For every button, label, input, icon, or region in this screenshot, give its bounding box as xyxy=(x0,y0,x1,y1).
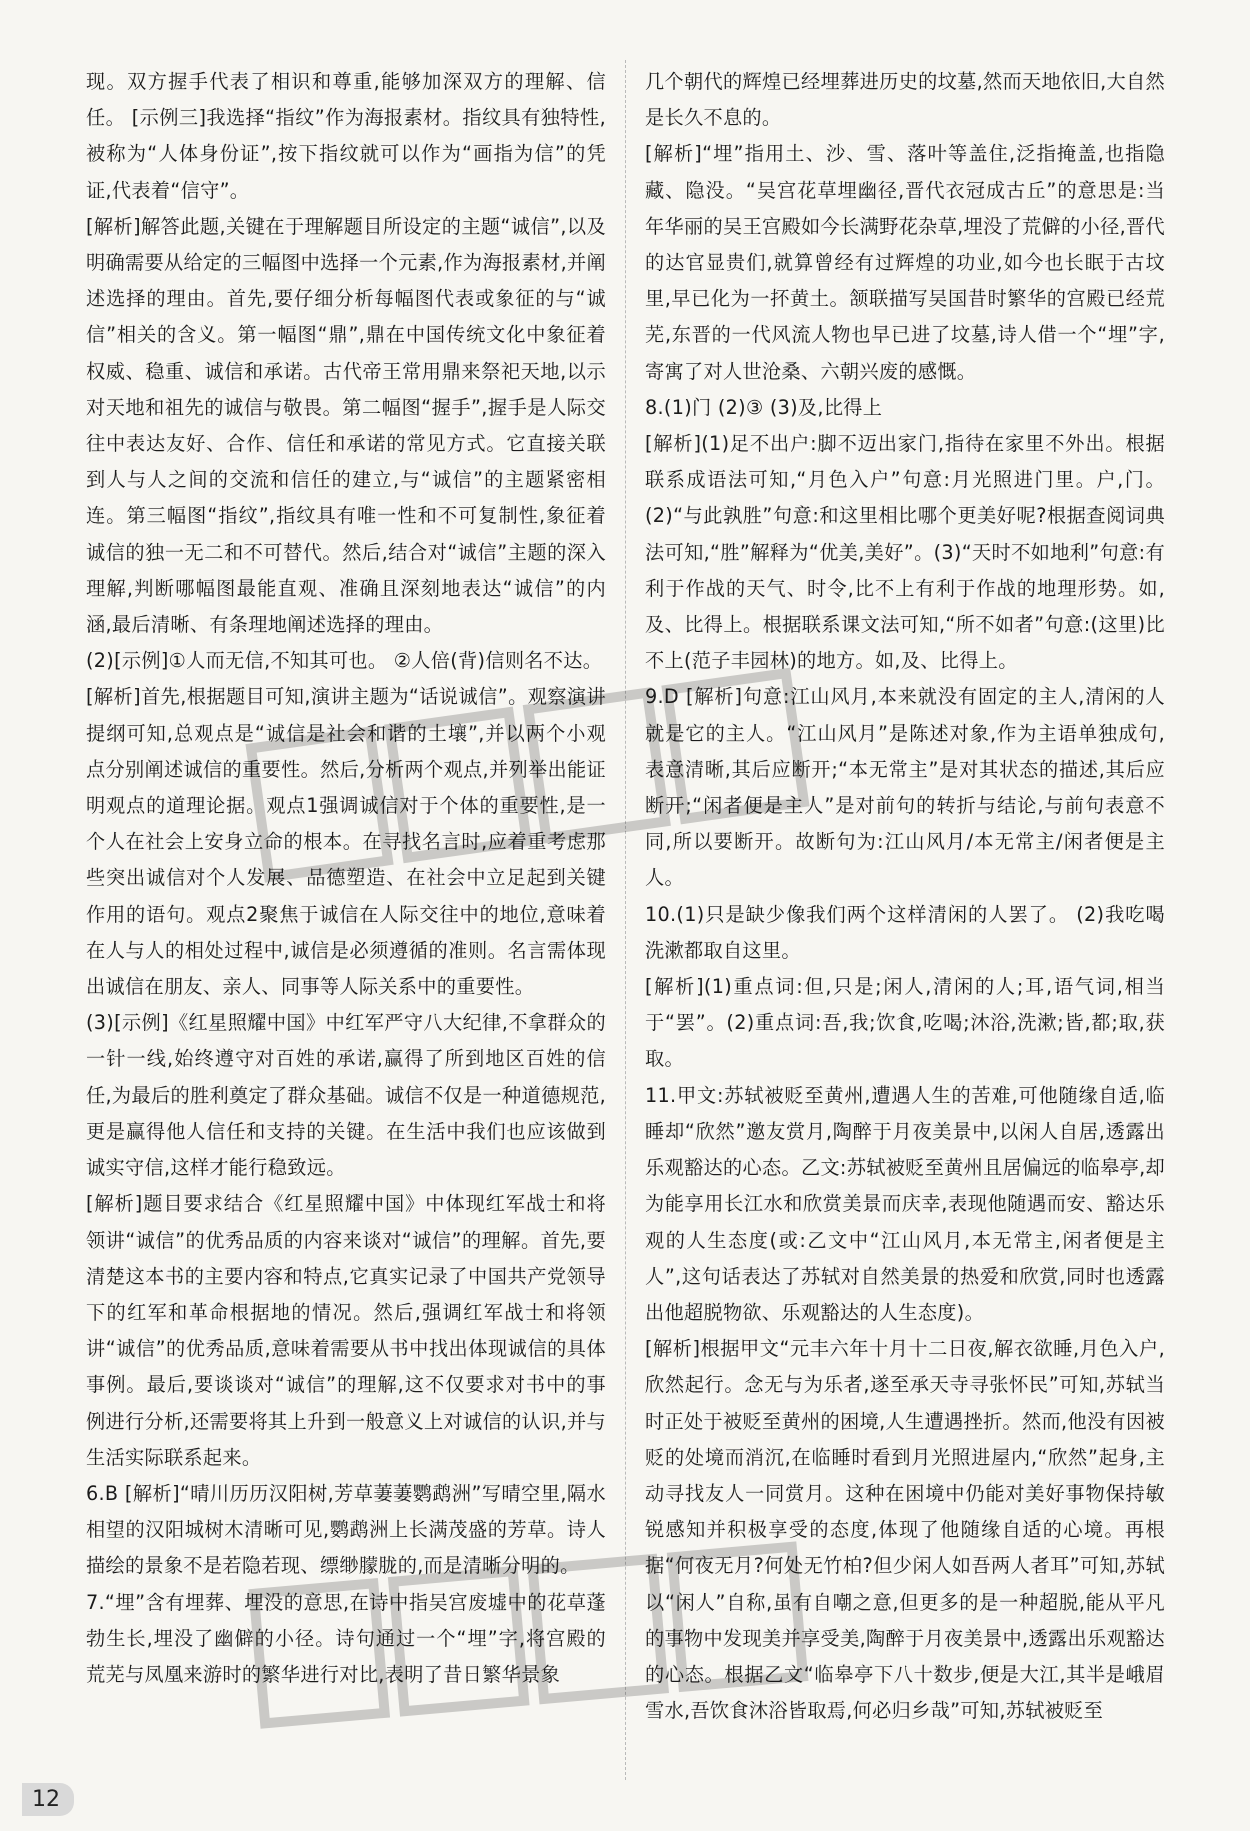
analysis-paragraph: [解析]根据甲文“元丰六年十月十二日夜,解衣欲睡,月色入户,欣然起行。念无与为乐者,遂至承天寺寻张怀民”可知,苏轼当时正处于被贬至黄州的困境,人生遭遇挫折。然而,他没有因被贬的处境而消沉,在临睡时看到月光照进屋内,“欣然”起身,主动寻找友人一同赏月。这种在困境中仍能对美好事物保持敏锐感知并积极享受的态度,体现了他随缘自适的心境。再根据“何夜无月?何处无竹柏?但少闲人如吾两人者耳”可知,苏轼以“闲人”自称,虽有自嘲之意,但更多的是一种超脱,能从平凡的事物中发现美并享受美,陶醉于月夜美景中,透露出乐观豁达的心态。根据乙文“临皋亭下八十数步,便是大江,其半是峨眉雪水,吾饮食沐浴皆取焉,何必归乡哉”可知,苏轼被贬至 xyxy=(645,1337,1165,1723)
analysis-paragraph: [解析]解答此题,关键在于理解题目所设定的主题“诚信”,以及明确需要从给定的三幅图中选择一个元素,作为海报素材,并阐述选择的理由。首先,要仔细分析每幅图代表或象征的与“诚信”相关的含义。第一幅图“鼎”,鼎在中国传统文化中象征着权威、稳重、诚信和承诺。古代帝王常用鼎来祭祀天地,以示对天地和祖先的诚信与敬畏。第二幅图“握手”,握手是人际交往中表达友好、合作、信任和承诺的常见方式。它直接关联到人与人之间的交流和信任的建立,与“诚信”的主题紧密相连。第三幅图“指纹”,指纹具有唯一性和不可复制性,象征着诚信的独一无二和不可替代。然后,结合对“诚信”主题的深入理解,判断哪幅图最能直观、准确且深刻地表达“诚信”的内涵,最后清晰、有条理地阐述选择的理由。 xyxy=(86,214,606,637)
analysis-paragraph: [解析](1)重点词:但,只是;闲人,清闲的人;耳,语气词,相当于“罢”。(2)重点词:吾,我;饮食,吃喝;沐浴,洗漱;皆,都;取,获取。 xyxy=(645,975,1165,1071)
analysis-paragraph: [解析]“埋”指用土、沙、雪、落叶等盖住,泛指掩盖,也指隐藏、隐没。“吴宫花草埋幽径,晋代衣冠成古丘”的意思是:当年华丽的吴王宫殿如今长满野花杂草,埋没了荒僻的小径,晋代的达官显贵们,就算曾经有过辉煌的功业,如今也长眠于古坟里,早已化为一抔黄土。颔联描写吴国昔时繁华的宫殿已经荒芜,东晋的一代风流人物也早已进了坟墓,诗人借一个“埋”字,寄寓了对人世沧桑、六朝兴废的感慨。 xyxy=(645,142,1165,383)
analysis-paragraph: [解析]题目要求结合《红星照耀中国》中体现红军战士和将领讲“诚信”的优秀品质的内容来谈对“诚信”的理解。首先,要清楚这本书的主要内容和特点,它真实记录了中国共产党领导下的红军和革命根据地的情况。然后,强调红军战士和将领讲“诚信”的优秀品质,意味着需要从书中找出体现诚信的具体事例。最后,要谈谈对“诚信”的理解,这不仅要求对书中的事例进行分析,还需要将其上升到一般意义上对诚信的认识,并与生活实际联系起来。 xyxy=(86,1192,606,1469)
page-number: 12 xyxy=(22,1783,74,1816)
question-7-answer: 7.“埋”含有埋葬、埋没的意思,在诗中指吴宫废墟中的花草蓬勃生长,埋没了幽僻的小径。诗句通过一个“埋”字,将宫殿的荒芜与凤凰来游时的繁华进行对比,表明了昔日繁华景象 xyxy=(86,1590,606,1686)
analysis-paragraph: [解析]首先,根据题目可知,演讲主题为“话说诚信”。观察演讲提纲可知,总观点是“诚信是社会和谐的土壤”,并以两个小观点分别阐述诚信的重要性。然后,分析两个观点,并列举出能证明观点的道理论据。观点1强调诚信对于个体的重要性,是一个人在社会上安身立命的根本。在寻找名言时,应着重考虑那些突出诚信对个人发展、品德塑造、在社会中立足起到关键作用的语句。观点2聚焦于诚信在人际交往中的地位,意味着在人与人的相处过程中,诚信是必须遵循的准则。名言需体现出诚信在朋友、亲人、同事等人际关系中的重要性。 xyxy=(86,685,606,999)
example-answer: (3)[示例]《红星照耀中国》中红军严守八大纪律,不拿群众的一针一线,始终遵守对百姓的承诺,赢得了所到地区百姓的信任,为最后的胜利奠定了群众基础。诚信不仅是一种道德规范,更是赢得他人信任和支持的关键。在生活中我们也应该做到诚实守信,这样才能行稳致远。 xyxy=(86,1011,606,1180)
right-column xyxy=(645,64,1165,1729)
question-6-answer: 6.B [解析]“晴川历历汉阳树,芳草萋萋鹦鹉洲”写晴空里,隔水相望的汉阳城树木清晰可见,鹦鹉洲上长满茂盛的芳草。诗人描绘的景象不是若隐若现、缥缈朦胧的,而是清晰分明的。 xyxy=(86,1481,606,1578)
example-answer: (2)[示例]①人而无信,不知其可也。 ②人倍(背)信则名不达。 xyxy=(86,649,603,673)
left-column xyxy=(86,64,606,1693)
paragraph: 现。双方握手代表了相识和尊重,能够加深双方的理解、信任。 [示例三]我选择“指纹”作为海报素材。指纹具有独特性,被称为“人体身份证”,按下指纹就可以作为“画指为信”的凭证,代表着“信守”。 xyxy=(86,70,606,202)
question-10-answer: 10.(1)只是缺少像我们两个这样清闲的人罢了。 (2)我吃喝洗漱都取自这里。 xyxy=(645,902,1165,962)
question-8-answer: 8.(1)门 (2)③ (3)及,比得上 xyxy=(645,395,883,419)
question-11-answer: 11.甲文:苏轼被贬至黄州,遭遇人生的苦难,可他随缘自适,临睡却“欣然”邀友赏月,陶醉于月夜美景中,以闲人自居,透露出乐观豁达的心态。乙文:苏轼被贬至黄州且居偏远的临皋亭,却为能享用长江水和欣赏美景而庆幸,表现他随遇而安、豁达乐观的人生态度(或:乙文中“江山风月,本无常主,闲者便是主人”,这句话表达了苏轼对自然美景的热爱和欣赏,同时也透露出他超脱物欲、乐观豁达的人生态度)。 xyxy=(645,1083,1165,1324)
paragraph: 几个朝代的辉煌已经埋葬进历史的坟墓,然而天地依旧,大自然是长久不息的。 xyxy=(645,70,1165,130)
column-divider xyxy=(625,60,626,1780)
question-9-answer: 9.D [解析]句意:江山风月,本来就没有固定的主人,清闲的人就是它的主人。“江山风月”是陈述对象,作为主语单独成句,表意清晰,其后应断开;“本无常主”是对其状态的描述,其后应断开;“闲者便是主人”是对前句的转折与结论,与前句表意不同,所以要断开。故断句为:江山风月/本无常主/闲者便是主人。 xyxy=(645,685,1165,890)
analysis-paragraph: [解析](1)足不出户:脚不迈出家门,指待在家里不外出。根据联系成语法可知,“月色入户”句意:月光照进门里。户,门。(2)“与此孰胜”句意:和这里相比哪个更美好呢?根据查阅词典法可知,“胜”解释为“优美,美好”。(3)“天时不如地利”句意:有利于作战的天气、时令,比不上有利于作战的地理形势。如,及、比得上。根据联系课文法可知,“所不如者”句意:(这里)比不上(范子丰园林)的地方。如,及、比得上。 xyxy=(645,432,1165,673)
